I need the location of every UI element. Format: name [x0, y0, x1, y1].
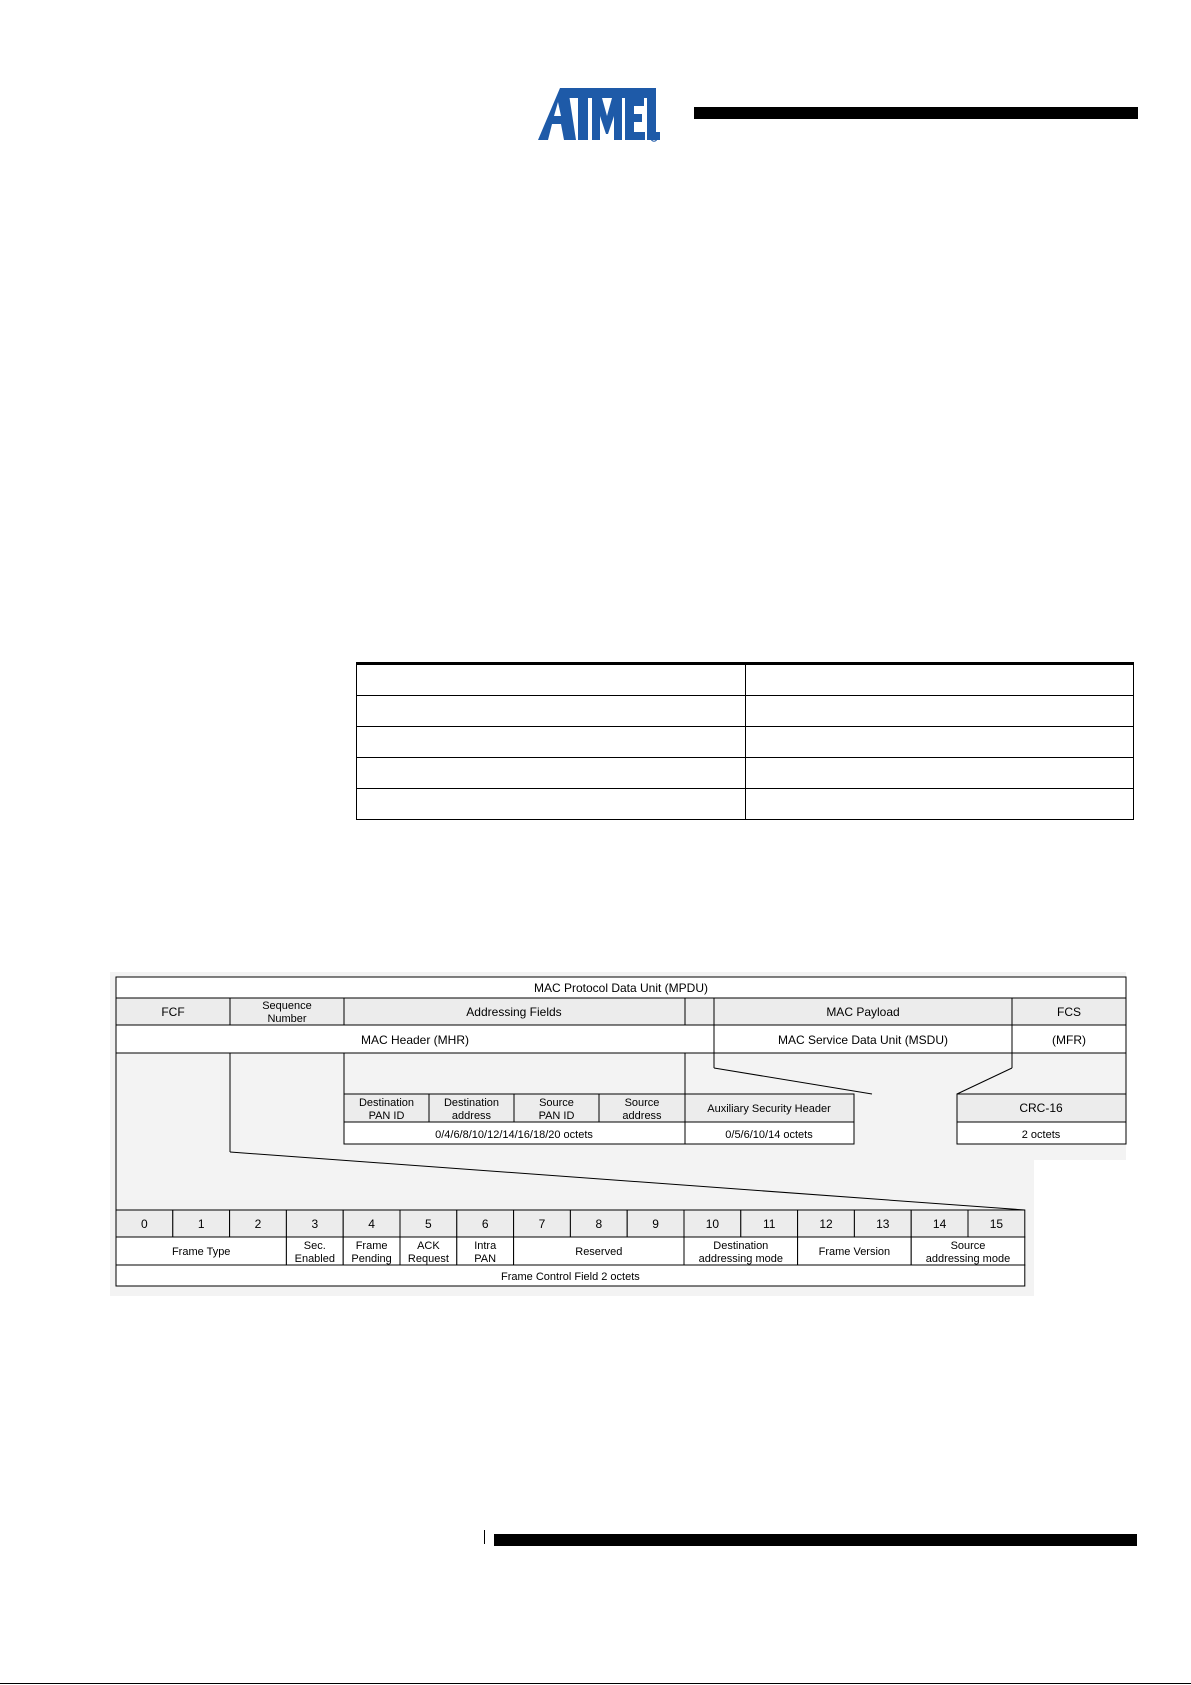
- security-enabled-field-label-line1: Sec.: [303, 1240, 326, 1252]
- table-cell: [357, 664, 746, 696]
- logo-letter-e: [625, 98, 645, 140]
- addr-subfield-label-line2: address: [451, 1110, 492, 1122]
- table-cell: [357, 727, 746, 758]
- fcf-caption-label: Frame Control Field 2 octets: [501, 1271, 640, 1283]
- logo-letter-t: [578, 98, 588, 140]
- fcs-label: FCS: [1057, 1005, 1081, 1019]
- frame-pending-field-label-line2: Pending: [351, 1253, 392, 1265]
- table-cell: [357, 789, 746, 820]
- intra-pan-field-label-line2: PAN: [474, 1253, 497, 1265]
- mpdu-title-text: MAC Protocol Data Unit (MPDU): [533, 981, 709, 995]
- page-bottom-line: [0, 1683, 1191, 1684]
- addr-subfield-label-line2: address: [622, 1110, 662, 1122]
- bit-number-label: 2: [254, 1217, 262, 1231]
- table-cell: [745, 696, 1134, 727]
- ack-request-field-label-line1: ACK: [417, 1240, 440, 1252]
- bit-number-label: 11: [762, 1217, 776, 1231]
- bit-number-label: 8: [595, 1217, 603, 1231]
- bit-number-label: 1: [197, 1217, 205, 1231]
- table-row: [357, 664, 1134, 696]
- bit-number-label: 3: [311, 1217, 319, 1231]
- addr-octets-label: 0/4/6/8/10/12/14/16/18/20 octets: [435, 1129, 593, 1141]
- header-rule: [694, 107, 1138, 119]
- table-cell: [357, 696, 746, 727]
- bit-number-label: 6: [481, 1217, 489, 1231]
- bit-number-label: 12: [819, 1217, 833, 1231]
- source-addressing-mode-field-label-line1: Source: [950, 1240, 986, 1252]
- table-cell: [745, 789, 1134, 820]
- footer-rule: [494, 1534, 1137, 1546]
- crc16-label: CRC-16: [1019, 1101, 1063, 1115]
- table-cell: [745, 727, 1134, 758]
- addr-subfield-label-line1: Source: [539, 1097, 574, 1109]
- addr-subfield-label-line2: PAN ID: [368, 1110, 405, 1122]
- addr-subfield-label-line1: Source: [624, 1097, 660, 1109]
- source-addressing-mode-field-label-line2: addressing mode: [925, 1253, 1011, 1265]
- security-enabled-field-label-line2: Enabled: [294, 1253, 335, 1265]
- mac-frame-diagram: [110, 972, 1134, 1296]
- bit-number-label: 9: [652, 1217, 659, 1231]
- intra-pan-field-label-line1: Intra: [474, 1240, 497, 1252]
- footer-tick: [484, 1530, 485, 1544]
- aux-security-gap-cell: [685, 998, 714, 1025]
- frame-pending-field-label-line1: Frame: [355, 1240, 388, 1252]
- destination-addressing-mode-field-label-line2: addressing mode: [698, 1253, 783, 1265]
- fcf-label: FCF: [161, 1005, 185, 1019]
- table-cell: [745, 758, 1134, 789]
- mac-payload-label: MAC Payload: [826, 1005, 900, 1019]
- crc-octets-label: 2 octets: [1021, 1129, 1061, 1141]
- reserved-field-label: Reserved: [575, 1246, 623, 1258]
- table-row: [357, 758, 1134, 789]
- addr-subfield-label-line2: PAN ID: [538, 1110, 575, 1122]
- logo-bar: [562, 88, 656, 98]
- bit-number-label: 13: [876, 1217, 890, 1231]
- frame-version-field-label: Frame Version: [818, 1246, 891, 1258]
- frame-type-field-label: Frame Type: [171, 1246, 231, 1258]
- table-cell: [745, 664, 1134, 696]
- destination-addressing-mode-field-label-line1: Destination: [713, 1240, 769, 1252]
- table-cell: [357, 758, 746, 789]
- sequence-label-line2: Number: [267, 1013, 307, 1025]
- logo-letter-l: [647, 98, 660, 140]
- addressing-fields-label: Addressing Fields: [466, 1005, 562, 1019]
- table-row: [357, 789, 1134, 820]
- mfr-label: (MFR): [1052, 1033, 1086, 1047]
- bit-number-label: 14: [932, 1217, 947, 1231]
- ack-request-field-label-line2: Request: [407, 1253, 449, 1265]
- logo-letter-m: [592, 98, 622, 140]
- aux-security-header-label: Auxiliary Security Header: [707, 1103, 831, 1115]
- table-row: [357, 727, 1134, 758]
- sequence-label-line1: Sequence: [262, 1000, 312, 1012]
- bit-number-label: 7: [538, 1217, 546, 1231]
- aux-octets-label: 0/5/6/10/14 octets: [725, 1129, 813, 1141]
- atmel-logo: [534, 86, 660, 142]
- mhr-label: MAC Header (MHR): [360, 1033, 470, 1047]
- table-row: [357, 696, 1134, 727]
- bit-number-label: 15: [989, 1217, 1004, 1231]
- bit-number-label: 4: [368, 1217, 375, 1231]
- bit-number-label: 5: [425, 1217, 432, 1231]
- empty-table: [356, 662, 1134, 820]
- msdu-label: MAC Service Data Unit (MSDU): [777, 1033, 949, 1047]
- bit-number-label: 0: [141, 1217, 148, 1231]
- bit-number-label: 10: [705, 1217, 720, 1231]
- addr-subfield-label-line1: Destination: [443, 1097, 500, 1109]
- addr-subfield-label-line1: Destination: [358, 1097, 415, 1109]
